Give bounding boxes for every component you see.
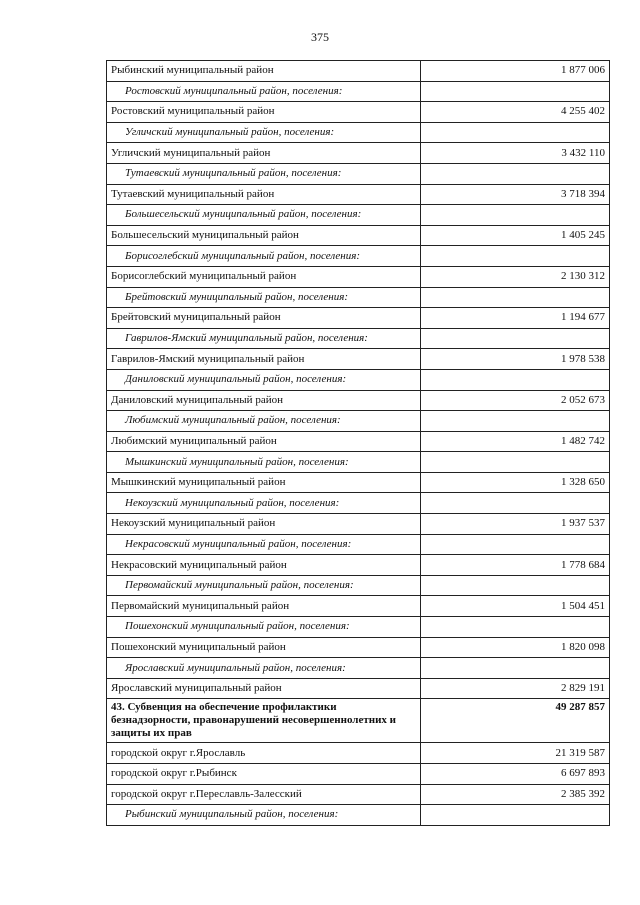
row-name-cell: Любимский муниципальный район, поселения: — [107, 411, 421, 432]
table-row — [107, 678, 610, 699]
row-value-cell: 1 877 006 — [421, 61, 610, 82]
subheader-row — [107, 122, 610, 143]
row-value-cell: 1 937 537 — [421, 514, 610, 535]
row-value-cell: 1 778 684 — [421, 555, 610, 576]
table-row — [107, 61, 610, 82]
row-name-cell: Даниловский муниципальный район — [107, 390, 421, 411]
row-value-cell: 4 255 402 — [421, 102, 610, 123]
table-row — [107, 514, 610, 535]
subheader-row — [107, 287, 610, 308]
row-name-cell: Первомайский муниципальный район, поселения: — [107, 575, 421, 596]
row-value-cell: 6 697 893 — [421, 764, 610, 785]
subheader-row — [107, 493, 610, 514]
table-row — [107, 143, 610, 164]
row-name-cell: Мышкинский муниципальный район — [107, 472, 421, 493]
row-value-cell: 21 319 587 — [421, 743, 610, 764]
table-row — [107, 266, 610, 287]
row-name-cell: Любимский муниципальный район — [107, 431, 421, 452]
row-name-cell: Угличский муниципальный район — [107, 143, 421, 164]
row-value-cell — [421, 805, 610, 826]
table-row — [107, 743, 610, 764]
subheader-row — [107, 805, 610, 826]
row-value-cell: 1 194 677 — [421, 308, 610, 329]
row-value-cell — [421, 369, 610, 390]
row-value-cell — [421, 205, 610, 226]
row-value-cell: 1 328 650 — [421, 472, 610, 493]
row-value-cell: 2 829 191 — [421, 678, 610, 699]
row-name-cell: Ростовский муниципальный район, поселения: — [107, 81, 421, 102]
row-value-cell — [421, 287, 610, 308]
subheader-row — [107, 369, 610, 390]
table-row — [107, 596, 610, 617]
section-row — [107, 699, 610, 743]
row-name-cell: Некоузский муниципальный район — [107, 514, 421, 535]
subheader-row — [107, 658, 610, 679]
row-name-cell: городской округ г.Переславль-Залесский — [107, 784, 421, 805]
row-name-cell: Угличский муниципальный район, поселения: — [107, 122, 421, 143]
row-name-cell: Некоузский муниципальный район, поселения: — [107, 493, 421, 514]
row-name-cell: Тутаевский муниципальный район, поселения: — [107, 163, 421, 184]
subheader-row — [107, 328, 610, 349]
table-row — [107, 349, 610, 370]
row-name-cell: городской округ г.Рыбинск — [107, 764, 421, 785]
row-value-cell — [421, 328, 610, 349]
row-value-cell — [421, 534, 610, 555]
subheader-row — [107, 534, 610, 555]
row-value-cell: 49 287 857 — [421, 699, 610, 743]
row-name-cell: Рыбинский муниципальный район, поселения: — [107, 805, 421, 826]
page-number: 375 — [311, 30, 329, 44]
row-value-cell: 2 385 392 — [421, 784, 610, 805]
row-value-cell: 1 482 742 — [421, 431, 610, 452]
row-value-cell: 2 052 673 — [421, 390, 610, 411]
row-name-cell: Гаврилов-Ямский муниципальный район, поселения: — [107, 328, 421, 349]
row-value-cell: 1 978 538 — [421, 349, 610, 370]
row-value-cell — [421, 617, 610, 638]
row-name-cell: 43. Субвенция на обеспечение профилактики безнадзорности, правонарушений несовершеннолетних и защиты их прав — [107, 699, 421, 743]
row-name-cell: Брейтовский муниципальный район — [107, 308, 421, 329]
subheader-row — [107, 246, 610, 267]
row-name-cell: Ярославский муниципальный район — [107, 678, 421, 699]
table-row — [107, 308, 610, 329]
table-row — [107, 431, 610, 452]
table-row — [107, 225, 610, 246]
row-value-cell — [421, 452, 610, 473]
row-name-cell: Большесельский муниципальный район — [107, 225, 421, 246]
row-value-cell: 2 130 312 — [421, 266, 610, 287]
row-name-cell: городской округ г.Ярославль — [107, 743, 421, 764]
subheader-row — [107, 163, 610, 184]
row-name-cell: Рыбинский муниципальный район — [107, 61, 421, 82]
table-row — [107, 472, 610, 493]
row-value-cell — [421, 246, 610, 267]
table-row — [107, 637, 610, 658]
subheader-row — [107, 617, 610, 638]
table-row — [107, 184, 610, 205]
budget-table — [106, 60, 610, 826]
row-value-cell: 3 432 110 — [421, 143, 610, 164]
row-name-cell: Гаврилов-Ямский муниципальный район — [107, 349, 421, 370]
subheader-row — [107, 411, 610, 432]
row-name-cell: Пошехонский муниципальный район — [107, 637, 421, 658]
row-value-cell: 3 718 394 — [421, 184, 610, 205]
row-name-cell: Борисоглебский муниципальный район, поселения: — [107, 246, 421, 267]
row-value-cell — [421, 658, 610, 679]
table-row — [107, 390, 610, 411]
row-value-cell: 1 820 098 — [421, 637, 610, 658]
table-row — [107, 784, 610, 805]
row-name-cell: Пошехонский муниципальный район, поселения: — [107, 617, 421, 638]
row-name-cell: Некрасовский муниципальный район, поселения: — [107, 534, 421, 555]
row-name-cell: Первомайский муниципальный район — [107, 596, 421, 617]
subheader-row — [107, 575, 610, 596]
row-name-cell: Борисоглебский муниципальный район — [107, 266, 421, 287]
row-name-cell: Ростовский муниципальный район — [107, 102, 421, 123]
row-value-cell — [421, 575, 610, 596]
row-name-cell: Большесельский муниципальный район, поселения: — [107, 205, 421, 226]
row-value-cell — [421, 163, 610, 184]
row-value-cell: 1 405 245 — [421, 225, 610, 246]
row-name-cell: Некрасовский муниципальный район — [107, 555, 421, 576]
row-value-cell — [421, 411, 610, 432]
subheader-row — [107, 452, 610, 473]
row-value-cell — [421, 122, 610, 143]
subheader-row — [107, 205, 610, 226]
row-value-cell — [421, 81, 610, 102]
table-row — [107, 102, 610, 123]
row-name-cell: Ярославский муниципальный район, поселения: — [107, 658, 421, 679]
table-body — [107, 61, 610, 826]
row-value-cell — [421, 493, 610, 514]
row-name-cell: Брейтовский муниципальный район, поселения: — [107, 287, 421, 308]
table-row — [107, 555, 610, 576]
row-name-cell: Мышкинский муниципальный район, поселения: — [107, 452, 421, 473]
row-name-cell: Даниловский муниципальный район, поселения: — [107, 369, 421, 390]
row-value-cell: 1 504 451 — [421, 596, 610, 617]
table-row — [107, 764, 610, 785]
subheader-row — [107, 81, 610, 102]
row-name-cell: Тутаевский муниципальный район — [107, 184, 421, 205]
